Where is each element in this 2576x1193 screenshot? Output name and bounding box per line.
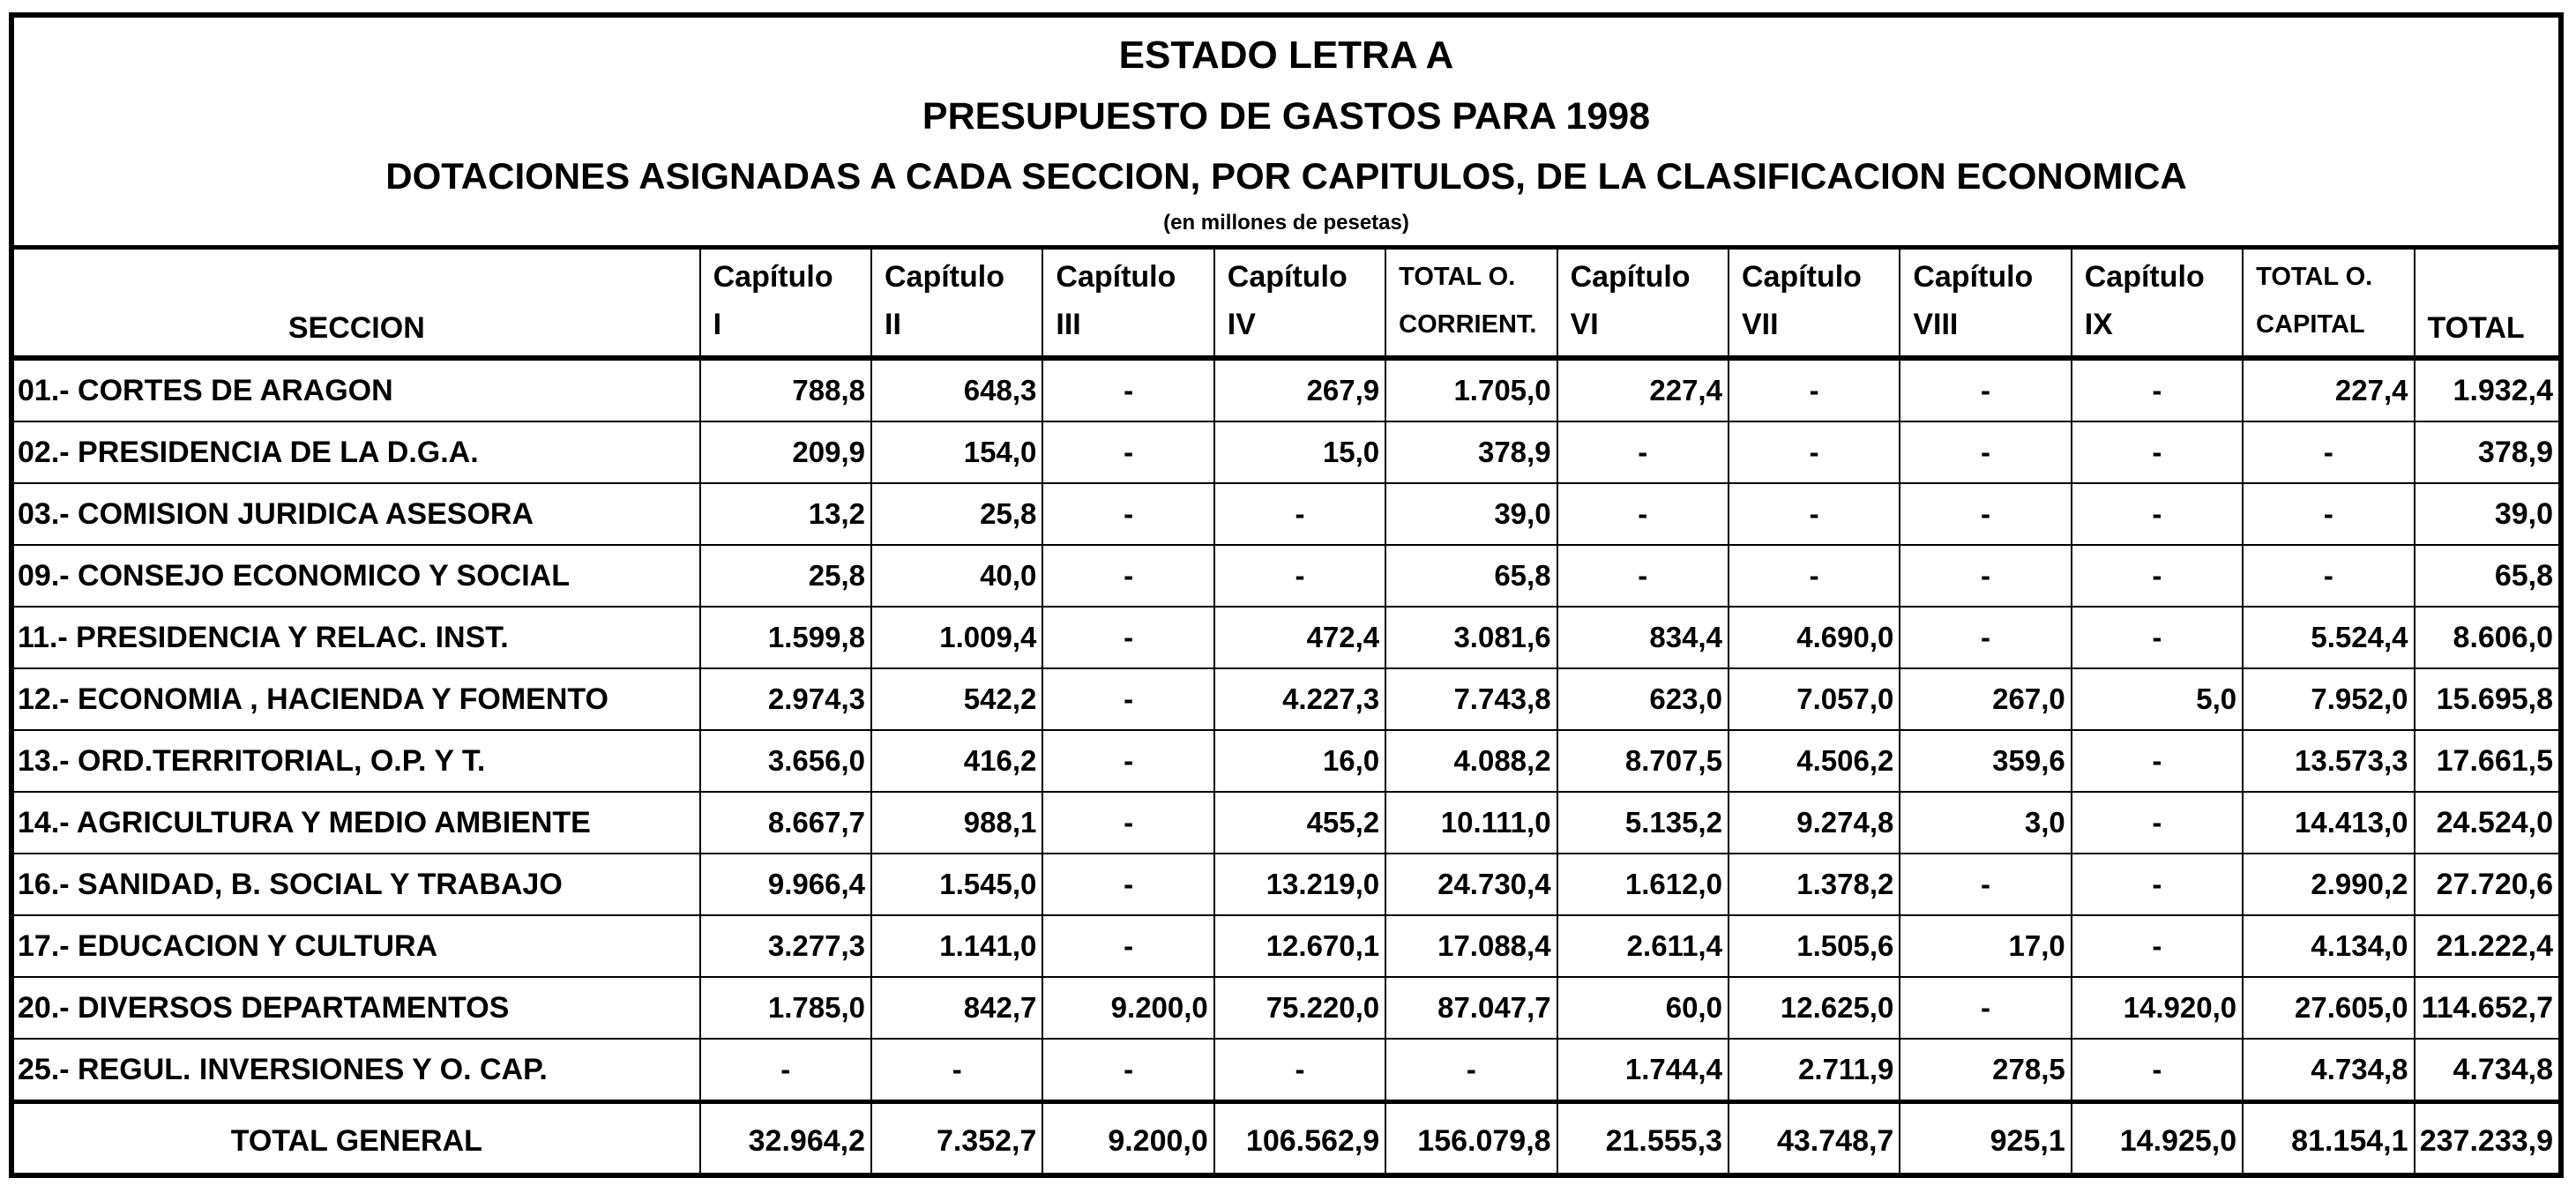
table-row — [14, 792, 2558, 854]
value-cell: 278,5 — [1900, 1039, 2071, 1102]
value-cell: 13.219,0 — [1214, 854, 1385, 915]
row-total-cell: 15.695,8 — [2415, 668, 2558, 730]
total-value-cell: 14.925,0 — [2072, 1102, 2243, 1179]
value-cell: - — [1557, 483, 1729, 545]
value-cell: 267,0 — [1900, 668, 2071, 730]
total-value-cell: 237.233,9 — [2415, 1102, 2558, 1179]
row-total-cell: 21.222,4 — [2415, 915, 2558, 977]
value-cell: 455,2 — [1214, 792, 1385, 854]
value-cell: 2.611,4 — [1557, 915, 1729, 977]
value-cell: 542,2 — [871, 668, 1042, 730]
value-cell: 834,4 — [1557, 607, 1729, 668]
value-cell: 27.605,0 — [2243, 977, 2414, 1039]
row-total-cell: 8.606,0 — [2415, 607, 2558, 668]
value-cell: - — [1042, 358, 1213, 421]
table-row — [14, 545, 2558, 607]
value-cell: 209,9 — [700, 421, 871, 483]
value-cell: 648,3 — [871, 358, 1042, 421]
value-cell: 378,9 — [1385, 421, 1557, 483]
value-cell: - — [1729, 545, 1900, 607]
value-cell: - — [2072, 421, 2243, 483]
header-capitulo-9: Capítulo IX — [2072, 248, 2243, 359]
value-cell: 227,4 — [2243, 358, 2414, 421]
total-value-cell: 156.079,8 — [1385, 1102, 1557, 1179]
value-cell: 25,8 — [871, 483, 1042, 545]
row-total-cell: 1.932,4 — [2415, 358, 2558, 421]
value-cell: 14.413,0 — [2243, 792, 2414, 854]
value-cell: 16,0 — [1214, 730, 1385, 792]
value-cell: - — [1214, 483, 1385, 545]
header-total: TOTAL — [2415, 248, 2558, 359]
value-cell: 9.966,4 — [700, 854, 871, 915]
title-block — [14, 18, 2558, 245]
row-total-cell: 4.734,8 — [2415, 1039, 2558, 1102]
value-cell: 359,6 — [1900, 730, 2071, 792]
value-cell: - — [1214, 1039, 1385, 1102]
value-cell: 12.670,1 — [1214, 915, 1385, 977]
value-cell: 7.743,8 — [1385, 668, 1557, 730]
header-total-corrientes: TOTAL O. CORRIENT. — [1385, 248, 1557, 359]
total-value-cell: 43.748,7 — [1729, 1102, 1900, 1179]
header-total-capital: TOTAL O. CAPITAL — [2243, 248, 2414, 359]
value-cell: 39,0 — [1385, 483, 1557, 545]
total-value-cell: 106.562,9 — [1214, 1102, 1385, 1179]
value-cell: 5.524,4 — [2243, 607, 2414, 668]
value-cell: - — [2072, 1039, 2243, 1102]
value-cell: - — [1557, 421, 1729, 483]
section-name: 09.- CONSEJO ECONOMICO Y SOCIAL — [14, 545, 700, 607]
value-cell: 87.047,7 — [1385, 977, 1557, 1039]
header-row — [14, 248, 2558, 359]
value-cell: - — [1385, 1039, 1557, 1102]
value-cell: - — [1729, 421, 1900, 483]
value-cell: 7.057,0 — [1729, 668, 1900, 730]
value-cell: 227,4 — [1557, 358, 1729, 421]
table-body — [14, 358, 2558, 1102]
value-cell: - — [2072, 545, 2243, 607]
value-cell: 4.734,8 — [2243, 1039, 2414, 1102]
total-general-label: TOTAL GENERAL — [14, 1102, 700, 1179]
value-cell: - — [871, 1039, 1042, 1102]
section-name: 17.- EDUCACION Y CULTURA — [14, 915, 700, 977]
value-cell: - — [2072, 607, 2243, 668]
value-cell: 988,1 — [871, 792, 1042, 854]
value-cell: 1.705,0 — [1385, 358, 1557, 421]
total-value-cell: 9.200,0 — [1042, 1102, 1213, 1179]
value-cell: - — [2072, 915, 2243, 977]
value-cell: 13,2 — [700, 483, 871, 545]
value-cell: 3,0 — [1900, 792, 2071, 854]
value-cell: - — [700, 1039, 871, 1102]
value-cell: 2.990,2 — [2243, 854, 2414, 915]
value-cell: 2.974,3 — [700, 668, 871, 730]
value-cell: - — [2072, 792, 2243, 854]
value-cell: 842,7 — [871, 977, 1042, 1039]
header-capitulo-4: Capítulo IV — [1214, 248, 1385, 359]
value-cell: 416,2 — [871, 730, 1042, 792]
value-cell: - — [1042, 792, 1213, 854]
value-cell: 1.009,4 — [871, 607, 1042, 668]
value-cell: - — [1042, 1039, 1213, 1102]
value-cell: 15,0 — [1214, 421, 1385, 483]
row-total-cell: 24.524,0 — [2415, 792, 2558, 854]
section-name: 01.- CORTES DE ARAGON — [14, 358, 700, 421]
value-cell: - — [1557, 545, 1729, 607]
value-cell: - — [1900, 483, 2071, 545]
value-cell: 267,9 — [1214, 358, 1385, 421]
value-cell: - — [1042, 607, 1213, 668]
total-value-cell: 32.964,2 — [700, 1102, 871, 1179]
value-cell: 1.505,6 — [1729, 915, 1900, 977]
value-cell: 25,8 — [700, 545, 871, 607]
value-cell: - — [1042, 421, 1213, 483]
section-name: 16.- SANIDAD, B. SOCIAL Y TRABAJO — [14, 854, 700, 915]
section-name: 03.- COMISION JURIDICA ASESORA — [14, 483, 700, 545]
value-cell: - — [1042, 483, 1213, 545]
value-cell: 17.088,4 — [1385, 915, 1557, 977]
value-cell: 4.227,3 — [1214, 668, 1385, 730]
value-cell: 1.141,0 — [871, 915, 1042, 977]
value-cell: 9.274,8 — [1729, 792, 1900, 854]
value-cell: 4.506,2 — [1729, 730, 1900, 792]
row-total-cell: 39,0 — [2415, 483, 2558, 545]
table-row — [14, 730, 2558, 792]
table-row — [14, 607, 2558, 668]
value-cell: 1.599,8 — [700, 607, 871, 668]
value-cell: 9.200,0 — [1042, 977, 1213, 1039]
value-cell: 3.656,0 — [700, 730, 871, 792]
value-cell: - — [1900, 607, 2071, 668]
table-row — [14, 421, 2558, 483]
row-total-cell: 378,9 — [2415, 421, 2558, 483]
value-cell: 4.088,2 — [1385, 730, 1557, 792]
total-value-cell: 925,1 — [1900, 1102, 2071, 1179]
value-cell: - — [1042, 545, 1213, 607]
section-name: 02.- PRESIDENCIA DE LA D.G.A. — [14, 421, 700, 483]
value-cell: - — [2243, 421, 2414, 483]
value-cell: - — [1900, 358, 2071, 421]
value-cell: 13.573,3 — [2243, 730, 2414, 792]
budget-document — [9, 12, 2564, 1178]
header-capitulo-2: Capítulo II — [871, 248, 1042, 359]
value-cell: 5,0 — [2072, 668, 2243, 730]
document-title: ESTADO LETRA A — [1118, 34, 1454, 77]
total-general-row — [14, 1102, 2558, 1179]
value-cell: - — [1042, 730, 1213, 792]
value-cell: - — [2072, 730, 2243, 792]
row-total-cell: 65,8 — [2415, 545, 2558, 607]
value-cell: 5.135,2 — [1557, 792, 1729, 854]
value-cell: 1.612,0 — [1557, 854, 1729, 915]
value-cell: 40,0 — [871, 545, 1042, 607]
section-name: 25.- REGUL. INVERSIONES Y O. CAP. — [14, 1039, 700, 1102]
value-cell: - — [1729, 483, 1900, 545]
value-cell: 1.744,4 — [1557, 1039, 1729, 1102]
units-note: (en millones de pesetas) — [1163, 211, 1409, 235]
row-total-cell: 114.652,7 — [2415, 977, 2558, 1039]
header-capitulo-1: Capítulo I — [700, 248, 871, 359]
value-cell: 12.625,0 — [1729, 977, 1900, 1039]
value-cell: - — [2243, 483, 2414, 545]
value-cell: 8.707,5 — [1557, 730, 1729, 792]
header-capitulo-6: Capítulo VI — [1557, 248, 1729, 359]
section-name: 11.- PRESIDENCIA Y RELAC. INST. — [14, 607, 700, 668]
budget-table — [14, 245, 2558, 1178]
value-cell: 788,8 — [700, 358, 871, 421]
value-cell: 1.378,2 — [1729, 854, 1900, 915]
table-row — [14, 915, 2558, 977]
value-cell: 24.730,4 — [1385, 854, 1557, 915]
value-cell: - — [1900, 545, 2071, 607]
table-row — [14, 1039, 2558, 1102]
value-cell: 65,8 — [1385, 545, 1557, 607]
value-cell: 472,4 — [1214, 607, 1385, 668]
value-cell: - — [1900, 854, 2071, 915]
value-cell: - — [1214, 545, 1385, 607]
document-heading: DOTACIONES ASIGNADAS A CADA SECCION, POR CAPITULOS, DE LA CLASIFICACION ECONOMICA — [385, 155, 2187, 197]
value-cell: - — [1042, 854, 1213, 915]
total-value-cell: 81.154,1 — [2243, 1102, 2414, 1179]
header-capitulo-3: Capítulo III — [1042, 248, 1213, 359]
value-cell: 1.545,0 — [871, 854, 1042, 915]
value-cell: 17,0 — [1900, 915, 2071, 977]
total-value-cell: 21.555,3 — [1557, 1102, 1729, 1179]
value-cell: - — [2243, 545, 2414, 607]
value-cell: 4.690,0 — [1729, 607, 1900, 668]
value-cell: - — [1042, 915, 1213, 977]
header-seccion: SECCION — [14, 248, 700, 359]
table-row — [14, 668, 2558, 730]
value-cell: 4.134,0 — [2243, 915, 2414, 977]
value-cell: - — [1729, 358, 1900, 421]
value-cell: 60,0 — [1557, 977, 1729, 1039]
value-cell: 75.220,0 — [1214, 977, 1385, 1039]
section-name: 14.- AGRICULTURA Y MEDIO AMBIENTE — [14, 792, 700, 854]
value-cell: 3.277,3 — [700, 915, 871, 977]
value-cell: - — [2072, 854, 2243, 915]
row-total-cell: 27.720,6 — [2415, 854, 2558, 915]
value-cell: - — [2072, 358, 2243, 421]
value-cell: 2.711,9 — [1729, 1039, 1900, 1102]
value-cell: - — [2072, 483, 2243, 545]
value-cell: - — [1900, 977, 2071, 1039]
value-cell: 154,0 — [871, 421, 1042, 483]
table-row — [14, 358, 2558, 421]
table-row — [14, 977, 2558, 1039]
value-cell: - — [1042, 668, 1213, 730]
value-cell: 7.952,0 — [2243, 668, 2414, 730]
section-name: 13.- ORD.TERRITORIAL, O.P. Y T. — [14, 730, 700, 792]
section-name: 20.- DIVERSOS DEPARTAMENTOS — [14, 977, 700, 1039]
row-total-cell: 17.661,5 — [2415, 730, 2558, 792]
value-cell: 3.081,6 — [1385, 607, 1557, 668]
total-value-cell: 7.352,7 — [871, 1102, 1042, 1179]
header-capitulo-8: Capítulo VIII — [1900, 248, 2071, 359]
document-subtitle: PRESUPUESTO DE GASTOS PARA 1998 — [922, 95, 1651, 138]
value-cell: 8.667,7 — [700, 792, 871, 854]
value-cell: 1.785,0 — [700, 977, 871, 1039]
value-cell: 10.111,0 — [1385, 792, 1557, 854]
table-row — [14, 483, 2558, 545]
value-cell: 14.920,0 — [2072, 977, 2243, 1039]
value-cell: - — [1900, 421, 2071, 483]
value-cell: 623,0 — [1557, 668, 1729, 730]
section-name: 12.- ECONOMIA , HACIENDA Y FOMENTO — [14, 668, 700, 730]
table-row — [14, 854, 2558, 915]
header-capitulo-7: Capítulo VII — [1729, 248, 1900, 359]
